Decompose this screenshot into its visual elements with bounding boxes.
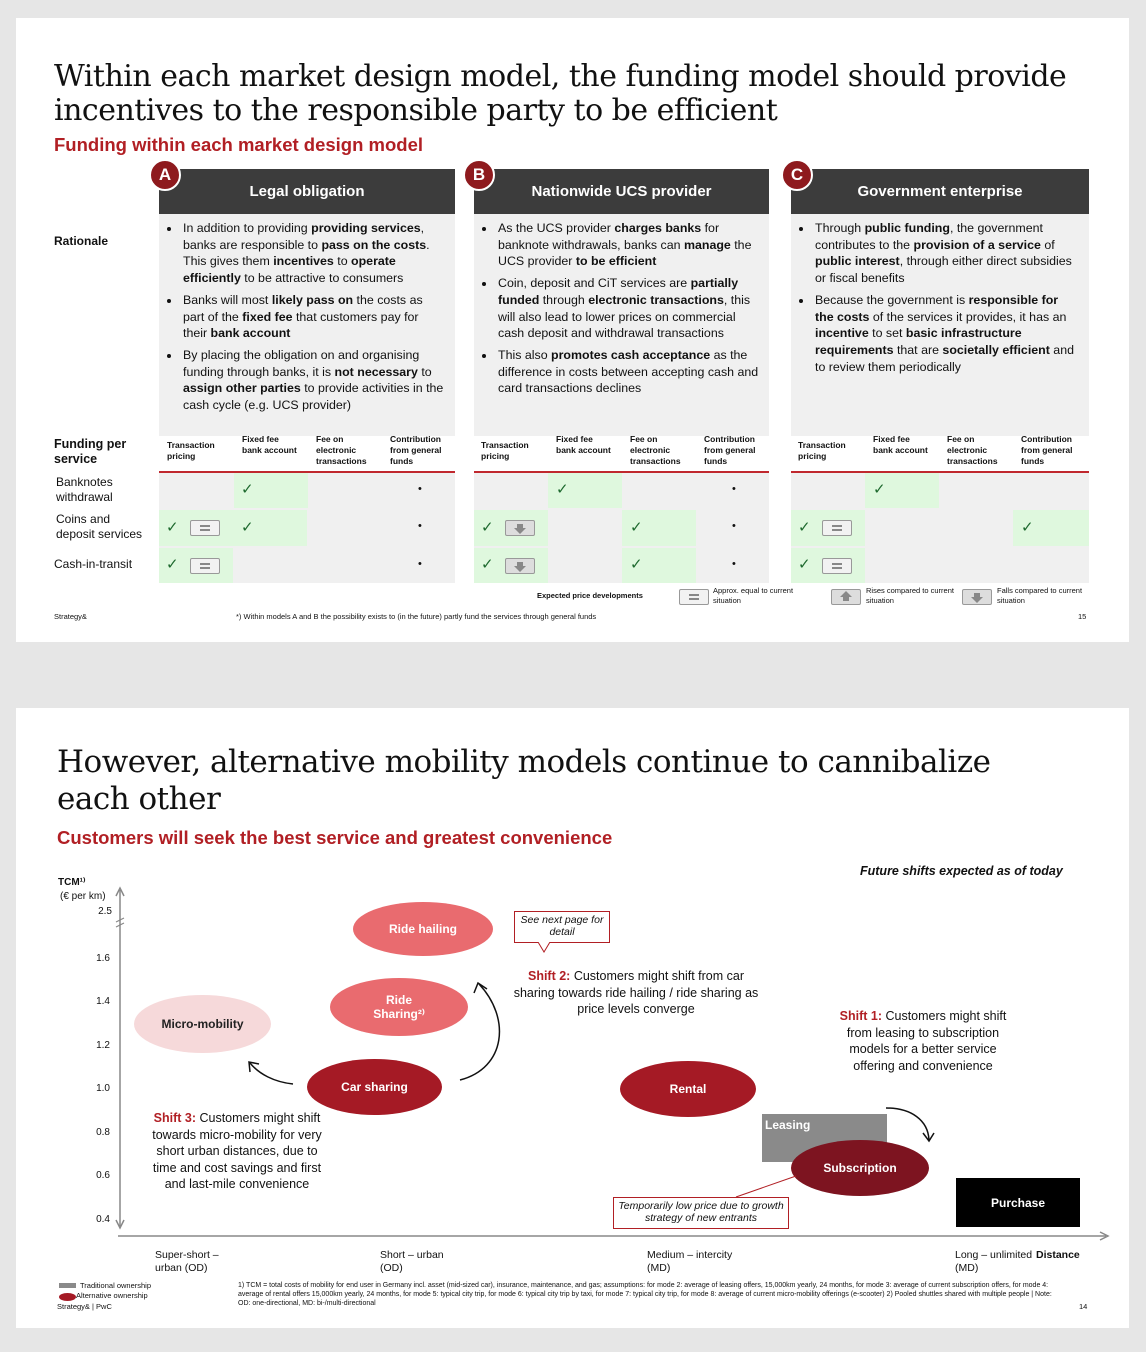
bubble-micro-mobility-label: Micro-mobility	[161, 1017, 244, 1031]
rationale-a-2: • Banks will most likely pass on the costs as part of the fixed fee that customers pay for their bank account	[181, 292, 445, 342]
y-tick-2-5: 2.5	[98, 906, 112, 917]
y-tick-0-6: 0.6	[96, 1170, 110, 1181]
subheader-b-transaction: Transaction pricing	[481, 440, 529, 461]
price-equal-icon	[190, 520, 220, 536]
subheader-c-contribution: Contribution from general funds	[1021, 434, 1073, 466]
y-tick-1-0: 1.0	[96, 1083, 110, 1094]
box-leasing-label: Leasing	[765, 1118, 811, 1132]
dot-a-coins: •	[418, 520, 422, 532]
slide-subtitle: Funding within each market design model	[54, 134, 424, 155]
price-fall-icon	[505, 520, 535, 536]
rationale-label: Rationale	[54, 234, 109, 248]
price-equal-icon	[190, 558, 220, 574]
rationale-a-3: • By placing the obligation on and organising funding through banks, it is not necessary to assign other parties to provide activities in the cash cycle (e.g. UCS provider)	[181, 347, 445, 414]
column-header-a	[159, 169, 455, 214]
subheader-c-transaction: Transaction pricing	[798, 440, 846, 461]
check-c-cit-transaction: ✓	[798, 556, 811, 573]
check-c-coins-transaction: ✓	[798, 519, 811, 536]
legend-fall-icon	[962, 589, 992, 605]
rationale-c-1: • Through public funding, the government contributes to the provision of a service of public interest, through either direct subsidies or fiscal benefits	[813, 220, 1079, 287]
check-b-coins-electronic: ✓	[630, 519, 643, 536]
y-tick-1-2: 1.2	[96, 1040, 110, 1051]
dot-a-cit: •	[418, 558, 422, 570]
subheader-a-fixed-fee: Fixed fee bank account	[242, 434, 297, 455]
shift-2-heading: Shift 2:	[527, 969, 571, 983]
subheader-c-fixed-fee: Fixed fee bank account	[873, 434, 928, 455]
rationale-box-c	[791, 214, 1089, 436]
subheader-a-transaction: Transaction pricing	[167, 440, 215, 461]
y-tick-0-4: 0.4	[96, 1214, 110, 1225]
note-low-price: Temporarily low price due to growth strategy of new entrants	[613, 1197, 789, 1229]
rationale-c-2: • Because the government is responsible for the costs of the services it provides, it has an incentive to set basic infrastructure requirements that are societally efficient and to review them periodically	[813, 292, 1079, 376]
legend-rise-text: Rises compared to current situation	[866, 586, 954, 605]
shift-1-body: Customers might shift from leasing to subscription models for a better service offering and convenience	[846, 1009, 1007, 1073]
slide-funding-models	[16, 18, 1129, 642]
shift-1-heading: Shift 1:	[839, 1009, 882, 1023]
footnote: *) Within models A and B the possibility exists to (in the future) partly fund the services through general funds	[236, 612, 597, 621]
bubble-ride-sharing-label: Ride Sharing²⁾	[373, 993, 425, 1021]
x-label-super-short: Super-short – urban (OD)	[155, 1249, 219, 1274]
legend-traditional-label: Traditional ownership	[80, 1281, 152, 1290]
column-title-c: Government enterprise	[857, 183, 1023, 200]
bubble-subscription-label: Subscription	[823, 1161, 897, 1175]
legend-fall-text: Falls compared to current situation	[997, 586, 1083, 605]
row-label-banknotes: Banknotes withdrawal	[56, 475, 113, 504]
price-equal-icon	[822, 520, 852, 536]
shift-arrows	[16, 708, 1129, 1328]
subheader-b-contribution: Contribution from general funds	[704, 434, 756, 466]
check-b-cit-electronic: ✓	[630, 556, 643, 573]
check-b-coins-transaction: ✓	[481, 519, 494, 536]
title-line-2: incentives to the responsible party to be efficient	[54, 93, 778, 128]
title-line-1: However, alternative mobility models continue to cannibalize	[57, 744, 991, 780]
check-a-cit-transaction: ✓	[166, 556, 179, 573]
note-next-page: See next page for detail	[514, 911, 610, 943]
column-title-a: Legal obligation	[249, 183, 365, 200]
dot-b-coins: •	[732, 520, 736, 532]
check-b-cit-transaction: ✓	[481, 556, 494, 573]
slide-mobility-models	[16, 708, 1129, 1328]
rationale-a-1: • In addition to providing providing services, banks are responsible to pass on the costs. This gives them incentives to operate efficiently to be attractive to consumers	[181, 220, 445, 287]
slide-subtitle: Customers will seek the best service and greatest convenience	[57, 827, 613, 848]
dot-b-withdrawal: •	[732, 483, 736, 495]
column-header-b	[474, 169, 769, 214]
page-number: 15	[1078, 612, 1087, 621]
price-fall-icon	[505, 558, 535, 574]
check-c-coins-contribution: ✓	[1021, 519, 1034, 536]
box-purchase-label: Purchase	[990, 1195, 1046, 1210]
price-equal-icon	[822, 558, 852, 574]
badge-b: B	[463, 159, 495, 191]
rationale-b-2: • Coin, deposit and CiT services are partially funded through electronic transactions, this will also lead to lower prices on commercial cash deposit and withdrawal transactions	[496, 275, 759, 342]
legend-traditional-swatch	[59, 1283, 76, 1288]
x-axis-label: Distance	[1036, 1249, 1080, 1261]
check-a-coins-fixed: ✓	[241, 519, 254, 536]
cell-a-coins-green	[159, 510, 307, 546]
shift-2-body: Customers might shift from car sharing towards ride hailing / ride sharing as price levels converge	[513, 969, 759, 1016]
check-a-coins-transaction: ✓	[166, 519, 179, 536]
legend-title: Expected price developments	[537, 591, 643, 600]
shift-3-body: Customers might shift towards micro-mobility for very short urban distances, due to time and cost savings and first and last-mile convenience	[152, 1111, 322, 1191]
y-tick-1-4: 1.4	[96, 996, 110, 1007]
dot-b-cit: •	[732, 558, 736, 570]
badge-a: A	[149, 159, 181, 191]
check-b-withdrawal: ✓	[556, 481, 569, 498]
bubble-ride-hailing-label: Ride hailing	[388, 922, 457, 936]
title-line-1: Within each market design model, the funding model should provide	[54, 59, 1067, 94]
check-c-withdrawal: ✓	[873, 481, 886, 498]
y-tick-0-8: 0.8	[96, 1127, 110, 1138]
future-shifts-note: Future shifts expected as of today	[860, 864, 1063, 878]
y-axis-label: TCM¹⁾	[58, 877, 86, 888]
rationale-box-a	[159, 214, 455, 436]
row-label-coins: Coins and deposit services	[56, 512, 143, 541]
bubble-rental-label: Rental	[669, 1082, 707, 1096]
x-label-medium: Medium – intercity (MD)	[647, 1249, 733, 1274]
column-title-b: Nationwide UCS provider	[531, 183, 712, 200]
badge-c: C	[781, 159, 813, 191]
subheader-a-fee-electronic: Fee on electronic transactions	[316, 434, 367, 466]
footer-brand: Strategy&	[54, 612, 87, 621]
row-label-cit: Cash-in-transit	[54, 557, 133, 571]
subheader-b-fee-electronic: Fee on electronic transactions	[630, 434, 681, 466]
check-a-withdrawal: ✓	[241, 481, 254, 498]
footer-brand: Strategy& | PwC	[57, 1302, 112, 1311]
y-axis-unit: (€ per km)	[60, 891, 106, 902]
legend-alternative-label: Alternative ownership	[76, 1291, 148, 1300]
rationale-b-1: • As the UCS provider charges banks for banknote withdrawals, banks can manage the UCS provider to be efficient	[496, 220, 759, 270]
funding-per-service-label: Funding per service	[54, 437, 127, 466]
bubble-car-sharing-label: Car sharing	[341, 1080, 408, 1094]
legend-rise-icon	[831, 589, 861, 605]
rationale-box-b	[474, 214, 769, 436]
legend-equal-text: Approx. equal to current situation	[713, 586, 794, 605]
shift-3-heading: Shift 3:	[153, 1111, 196, 1125]
page-number: 14	[1079, 1302, 1088, 1311]
slide-title	[54, 60, 1114, 128]
legend-alternative-swatch	[59, 1293, 76, 1301]
title-line-2: each other	[57, 781, 221, 817]
subheader-c-fee-electronic: Fee on electronic transactions	[947, 434, 998, 466]
rationale-b-3: • This also promotes cash acceptance as the difference in costs between accepting cash and card transactions declines	[496, 347, 759, 397]
dot-a-withdrawal: •	[418, 483, 422, 495]
y-tick-1-6: 1.6	[96, 953, 110, 964]
x-label-long: Long – unlimited (MD)	[955, 1249, 1033, 1274]
subheader-b-fixed-fee: Fixed fee bank account	[556, 434, 611, 455]
legend-equal-icon	[679, 589, 709, 605]
footnote: 1) TCM = total costs of mobility for end user in Germany incl. asset (mid-sized car), insurance, maintenance, and gas; assumptions: for mode 2: average of leasing offers, 15,000km yearly, 24 months, for mode 3: average of current subscription offers, for mode 4: average of rental offers 15,000km yearly, 24 months, for mode 5: typical city trip, for mode 6: typical city trip by taxi, for mode 7: typical city trip, for mode 8: average of current micro-mobility offerings (e-scooter) 2) Pooled shuttles shared with multiple people | Note: OD: one-directional, MD: bi-/multi-directional	[238, 1282, 1052, 1308]
x-label-short: Short – urban (OD)	[380, 1249, 444, 1274]
subheader-a-contribution: Contribution from general funds	[390, 434, 442, 466]
column-header-c	[791, 169, 1089, 214]
